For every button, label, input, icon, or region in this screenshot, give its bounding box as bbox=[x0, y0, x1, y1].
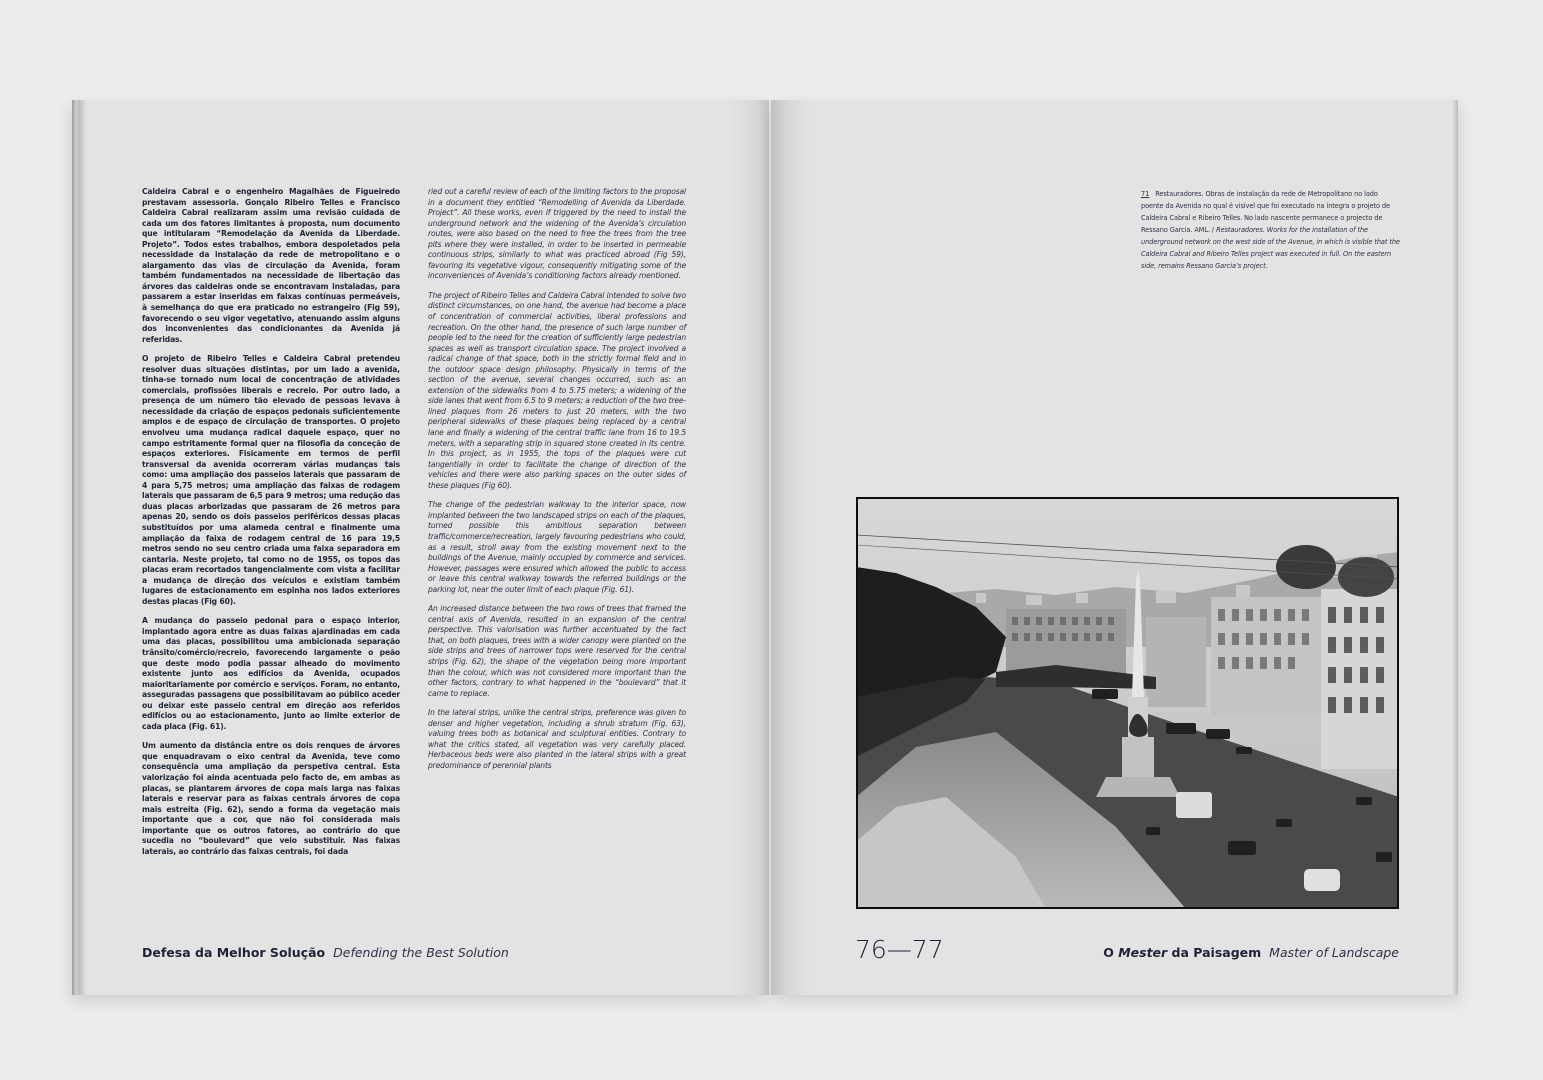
en-paragraph: The project of Ribeiro Telles and Caldeira Cabral intended to solve two distinct circumstances, on one hand, the avenue had become a place of concentration of commercial activities, liberal professions and recreation. On the other hand, the presence of such large number of people led to the need for the creation of sufficiently large pedestrian spaces as well as transport circulation space. The project involved a radical change of that space, both in the strictly formal field and in the outdoor space design philosophy. Physically in terms of the section of the avenue, several changes occurred, such as: an extension of the sidewalks from 4 to 5.75 meters; a widening of the side lanes that went from 6.5 to 9 meters; a reduction of the two tree-lined plaques from 26 meters to just 20 meters, with the two peripheral sidewalks of these plaques being replaced by a central lane and finally a widening of the central traffic lane from 16 to 19.5 meters, with a separating strip in squared stone created in its centre. In this project, as in 1955, the tops of the plaques were cut tangentially in order to facilitate the change of direction of the vehicles and there were also parking spaces on the outer sides of these plaques (Fig 60). bbox=[428, 290, 686, 490]
right-page bbox=[771, 100, 1458, 995]
left-running-footer bbox=[142, 945, 509, 960]
en-paragraph: An increased distance between the two rows of trees that framed the central axis of Avenida, resulted in an expansion of the central perspective. This valorisation was further accentuated by the fact that, on both plaques, trees with a wider canopy were planted on the side strips and trees of narrower tops were reserved for the central strips (Fig. 62), the shape of the vegetation being more important than the colour, which was not considered more important than the other factors, contrary to what happened in the “boulevard” that it came to replace. bbox=[428, 604, 686, 698]
en-paragraph: ried out a careful review of each of the limiting factors to the proposal in a document they entitled “Remodelling of Avenida da Liberdade. Project”. All these works, even if triggered by the need to install the underground network and the widening of the Avenida’s circulation routes, were also based on the need to free the trees from the tree pits where they were installed, in order to be inserted in permeable continuous strips, similarly to what was practiced abroad (Fig 59), favouring its vegetative vigour, consequently mitigating some of the inconveniences of Avenida’s conditioning factors already mentioned. bbox=[428, 187, 686, 281]
figure-caption bbox=[1141, 188, 1401, 272]
footer-title-pt: Defesa da Melhor Solução bbox=[142, 945, 326, 960]
footer-title-pt-italic: Mester bbox=[1118, 945, 1168, 960]
footer-title-pt-prefix: O bbox=[1103, 945, 1119, 960]
right-running-footer bbox=[1103, 945, 1399, 960]
en-paragraph: In the lateral strips, unlike the central strips, preference was given to denser and higher vegetation, including a shrub stratum (Fig. 63), valuing trees both as botanical and sculptural entities. Contrary to what the critics stated, all vegetation was very carefully placed. Herbaceous beds were also planted in the lateral strips with a great predominance of perennial plants bbox=[428, 708, 686, 770]
pt-paragraph: A mudança do passeio pedonal para o espaço interior, implantado agora entre as duas faixas ajardinadas em cada uma das placas, possibilitou uma ambicionada separação trânsito/comércio/recreio, favorecendo largamente o peão que deste modo podia passar alheado do movimento existente junto aos edifícios da Avenida, ocupados maioritariamente por comércio e serviços. Foram, no entanto, asseguradas passagens que possibilitavam ao público aceder ou deixar este passeio central em direção aos referidos edifícios ou ao estacionamento, junto ao limite exterior de cada placa (Fig. 61). bbox=[142, 616, 400, 731]
page-numbers: 76—77 bbox=[855, 935, 944, 964]
pt-paragraph: O projeto de Ribeiro Telles e Caldeira Cabral pretendeu resolver duas situações distintas, por um lado a avenida, tinha-se tornado num local de concentração de atividades comerciais, profissões liberais e recreio. Por outro lado, a presença de um número tão elevado de pessoas levava à necessidade da criação de espaços pedonais suficientemente amplos e de espaço de circulação de transportes. O projeto envolveu uma mudança radical daquele espaço, quer no campo estritamente formal quer na filosofia da conceção de espaços exteriores. Fisicamente em termos de perfil transversal da avenida ocorreram várias mudanças tais como: uma ampliação dos passeios laterais que passaram de 4 para 5,75 metros; uma ampliação das faixas de rodagem laterais que passaram de 6,5 para 9 metros; uma redução das duas placas arborizadas que passaram de 26 metros para apenas 20, sendo os dois passeios periféricos dessas placas substituídos por uma alameda central e finalmente uma ampliação da faixa de rodagem central de 16 para 19,5 metros sendo no seu centro criada uma faixa separadora em cantaria. Neste projeto, tal como no de 1955, os topos das placas eram recortados tangencialmente com vista a facilitar a mudança de direção dos veículos e existiam também lugares de estacionamento em espinha nos lados exteriores destas placas (Fig 60). bbox=[142, 354, 400, 606]
figure-number: 71 bbox=[1141, 190, 1150, 198]
caption-pt: Restauradores. Obras de instalação da rede de Metropolitano no lado poente da Avenida no qual é visível que foi executado na íntegra o projeto de Caldeira Cabral e Ribeiro Telles. No lado nascente permanece o projecto de Ressano Garcia. AML. / bbox=[1141, 190, 1390, 234]
caption-en: Restauradores. Works for the installation of the underground network on the west side of the Avenue, in which is visible that the Caldeira Cabral and Ribeiro Telles project was executed in full. On the eastern side, remains Ressano Garcia’s project. bbox=[1141, 226, 1400, 270]
historic-photograph bbox=[856, 497, 1399, 909]
english-text-column bbox=[428, 187, 686, 780]
left-page bbox=[72, 100, 769, 995]
footer-title-en: Defending the Best Solution bbox=[333, 945, 509, 960]
pt-paragraph: Caldeira Cabral e o engenheiro Magalhães de Figueiredo prestavam assessoria. Gonçalo Ribeiro Telles e Francisco Caldeira Cabral realizaram assim uma revisão cuidada de cada um dos fatores limitantes à proposta, num documento que intitularam “Remodelação da Avenida da Liberdade. Projeto”. Todos estes trabalhos, embora despoletados pela necessidade da instalação da rede de metropolitano e o alargamento das vias de circulação da Avenida, foram também fundamentados na necessidade de libertação das árvores das caldeiras onde se encontravam instaladas, para passarem a estar inseridas em faixas contínuas permeáveis, à semelhança do que era praticado no estrangeiro (Fig 59), favorecendo o seu vigor vegetativo, atenuando assim alguns dos inconvenientes das condicionantes da Avenida já referidas. bbox=[142, 187, 400, 344]
footer-title-en: Master of Landscape bbox=[1269, 945, 1399, 960]
restauradores-photo-illustration bbox=[856, 497, 1399, 909]
portuguese-text-column bbox=[142, 187, 400, 866]
footer-title-pt-suffix: da Paisagem bbox=[1167, 945, 1262, 960]
pt-paragraph: Um aumento da distância entre os dois renques de árvores que enquadravam o eixo central da Avenida, teve como consequência uma ampliação da perspetiva central. Esta valorização foi ainda acentuada pelo facto de, em ambas as placas, se plantarem árvores de copa mais larga nas faixas laterais e reservar para as faixas centrais árvores de copa mais estreita (Fig. 62), sendo a forma da vegetação mais importante que a cor, que não foi considerada mais importante que os outros fatores, ao contrário do que sucedia no “boulevard” que veio substituir. Nas faixas laterais, ao contrário das faixas centrais, foi dada bbox=[142, 741, 400, 856]
en-paragraph: The change of the pedestrian walkway to the interior space, now implanted between the two landscaped strips on each of the plaques, turned possible this ambitious separation between traffic/commerce/recreation, largely favouring pedestrians who could, as a result, stroll away from the existing movement next to the buildings of the Avenue, mainly occupied by commerce and services. However, passages were ensured which allowed the public to access or leave this central walkway towards the referred buildings or the parking lot, near the outer limit of each plaque (Fig. 61). bbox=[428, 500, 686, 594]
